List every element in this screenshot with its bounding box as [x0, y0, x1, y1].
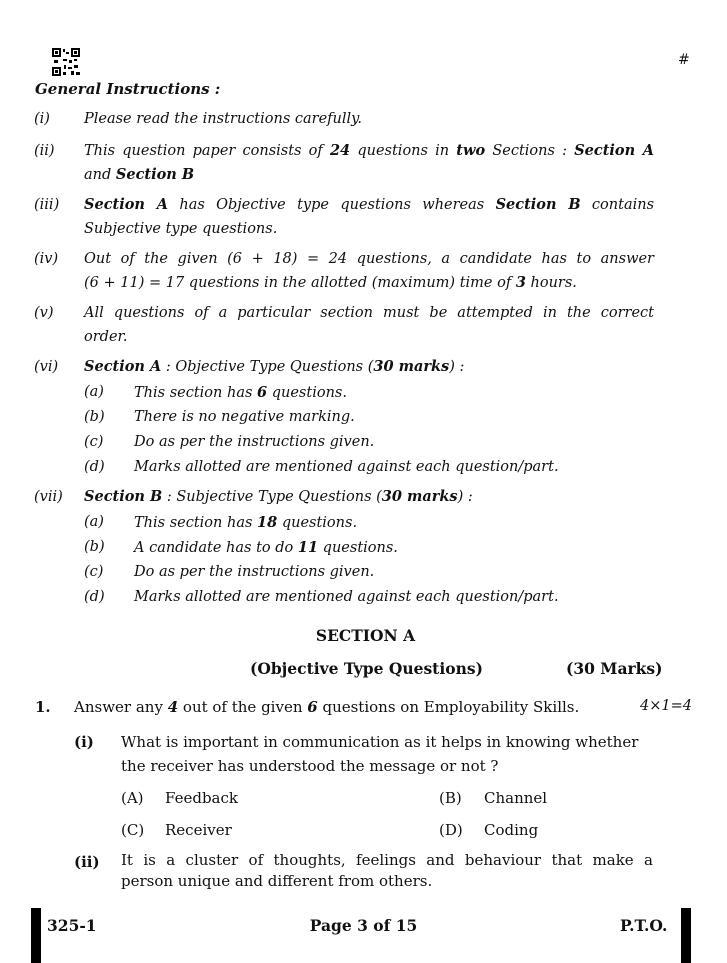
- option-text[interactable]: Receiver: [165, 821, 232, 839]
- instruction-item: [0, 485, 727, 509]
- pto-label: P.T.O.: [620, 916, 668, 935]
- sub-instruction: (b) A candidate has to do 11 questions.: [84, 539, 398, 556]
- page-number: Page 3 of 15: [309, 916, 418, 935]
- instruction-number: (vi): [34, 359, 59, 375]
- option-text[interactable]: Channel: [484, 789, 548, 807]
- instruction-text: Please read the instructions carefully.: [84, 111, 363, 127]
- question-text: Answer any 4 out of the given 6 questions on Employability Skills.: [74, 698, 580, 716]
- instruction-number: (iv): [34, 251, 59, 267]
- instruction-number: (v): [34, 305, 54, 321]
- sub-instruction: (c) Do as per the instructions given.: [84, 564, 375, 580]
- option-label: (C): [121, 821, 145, 839]
- question-number: 1.: [35, 698, 51, 716]
- sub-instruction: (d) Marks allotted are mentioned against each question/part.: [84, 589, 559, 605]
- instruction-text: Section A has Objective type questions whereas Section B contains: [84, 196, 655, 213]
- sub-instruction: (c) Do as per the instructions given.: [84, 434, 375, 450]
- instruction-text: This question paper consists of 24 questions in two Sections : Section A: [84, 142, 655, 159]
- option-label: (D): [439, 821, 463, 839]
- option-text[interactable]: Feedback: [165, 789, 238, 807]
- instruction-text-line2: Subjective type questions.: [84, 221, 278, 237]
- option-label: (A): [121, 789, 144, 807]
- subquestion-number: (i): [74, 733, 94, 751]
- instruction-text-line2: and Section B: [84, 166, 195, 183]
- paper-code: 325-1: [47, 916, 97, 935]
- sub-instruction: (a) This section has 6 questions.: [84, 384, 347, 401]
- sub-instruction: (d) Marks allotted are mentioned against each question/part.: [84, 459, 559, 475]
- subquestion-text: It is a cluster of thoughts, feelings and behaviour that make a person unique and different from others.: [121, 851, 653, 890]
- sub-instruction: (b) There is no negative marking.: [84, 409, 355, 425]
- instruction-text-line2: order.: [84, 329, 128, 345]
- section-marks: (30 Marks): [566, 659, 663, 678]
- instruction-item: [0, 247, 727, 295]
- instruction-text: Out of the given (6 + 18) = 24 questions, a candidate has to answer: [84, 251, 654, 267]
- instruction-item: [0, 301, 727, 349]
- instruction-text-line2: (6 + 11) = 17 questions in the allotted (maximum) time of 3 hours.: [84, 274, 577, 291]
- option-text[interactable]: Coding: [484, 821, 539, 839]
- subquestion-text: What is important in communication as it helps in knowing whether the receiver has understood the message or not ?: [121, 733, 639, 775]
- instruction-text: Section B : Subjective Type Questions (30 marks) :: [84, 488, 473, 505]
- instruction-number: (vii): [34, 489, 63, 505]
- instruction-number: (i): [34, 111, 50, 127]
- page-marker: #: [678, 52, 690, 68]
- instruction-item: [0, 107, 727, 131]
- instruction-text: All questions of a particular section must be attempted in the correct: [84, 305, 654, 321]
- question-marks: 4×1=4: [640, 698, 692, 714]
- instruction-item: [0, 193, 727, 241]
- sub-instruction: (a) This section has 18 questions.: [84, 514, 358, 531]
- instruction-number: (ii): [34, 143, 55, 159]
- option-label: (B): [439, 789, 462, 807]
- subquestion-number: (ii): [74, 853, 100, 871]
- instruction-item: [0, 139, 727, 187]
- qr-code-icon: [52, 48, 80, 76]
- instruction-number: (iii): [34, 197, 60, 213]
- section-subtitle: (Objective Type Questions): [250, 659, 483, 678]
- instruction-item: [0, 355, 727, 379]
- instructions-title: General Instructions :: [35, 80, 221, 98]
- instruction-text: Section A : Objective Type Questions (30 marks) :: [84, 358, 465, 375]
- section-title: SECTION A: [315, 626, 416, 645]
